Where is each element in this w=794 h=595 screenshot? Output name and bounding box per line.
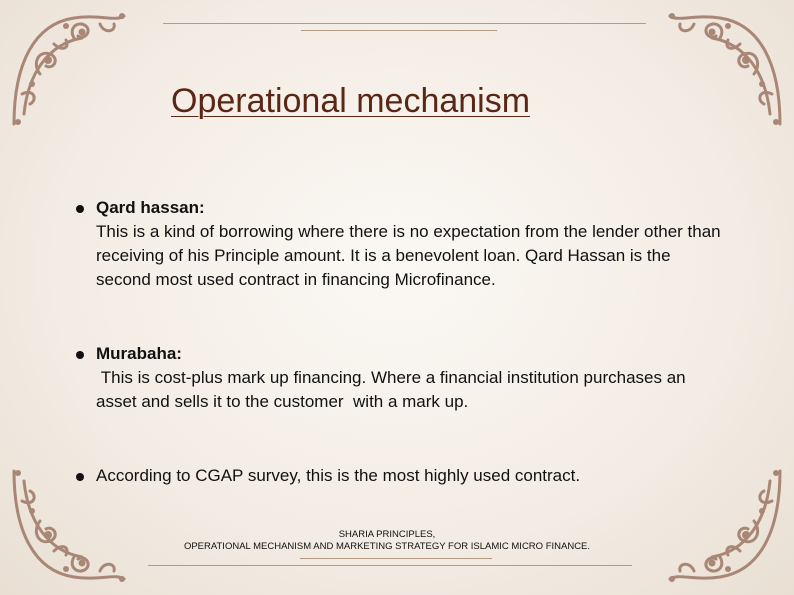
bullet-heading: Qard hassan:	[96, 198, 205, 217]
footer-line: SHARIA PRINCIPLES,	[338, 529, 436, 540]
bullet-body: According to CGAP survey, this is the most highly used contract.	[96, 466, 581, 485]
corner-ornament-icon	[660, 4, 790, 134]
bullet-item-qard-hassan	[76, 196, 731, 292]
bullet-heading: Murabaha:	[96, 344, 182, 363]
bullet-dot-icon	[76, 473, 84, 481]
bullet-body: This is a kind of borrowing where there is no expectation from the lender other than receiving of his Principle amount. It is a benevolent loan. Qard Hassan is the second most used contract in financing Microfinance.	[96, 222, 731, 289]
slide-title: Operational mechanism	[171, 82, 531, 120]
bullet-body: This is cost-plus mark up financing. Where a financial institution purchases an asset and sells it to the customer with a mark up.	[96, 368, 691, 411]
bullet-dot-icon	[76, 351, 84, 359]
footer-line: OPERATIONAL MECHANISM AND MARKETING STRATEGY FOR ISLAMIC MICRO FINANCE.	[183, 541, 591, 552]
corner-ornament-icon	[4, 4, 134, 134]
bullet-item-murabaha	[76, 342, 726, 414]
top-rule	[163, 23, 646, 24]
slide-footer	[120, 529, 654, 553]
top-rule-short	[301, 30, 497, 31]
bullet-list	[76, 196, 731, 488]
bottom-rule	[148, 565, 632, 566]
bottom-rule-short	[300, 558, 492, 559]
bullet-item-cgap	[76, 464, 726, 488]
bullet-dot-icon	[76, 205, 84, 213]
